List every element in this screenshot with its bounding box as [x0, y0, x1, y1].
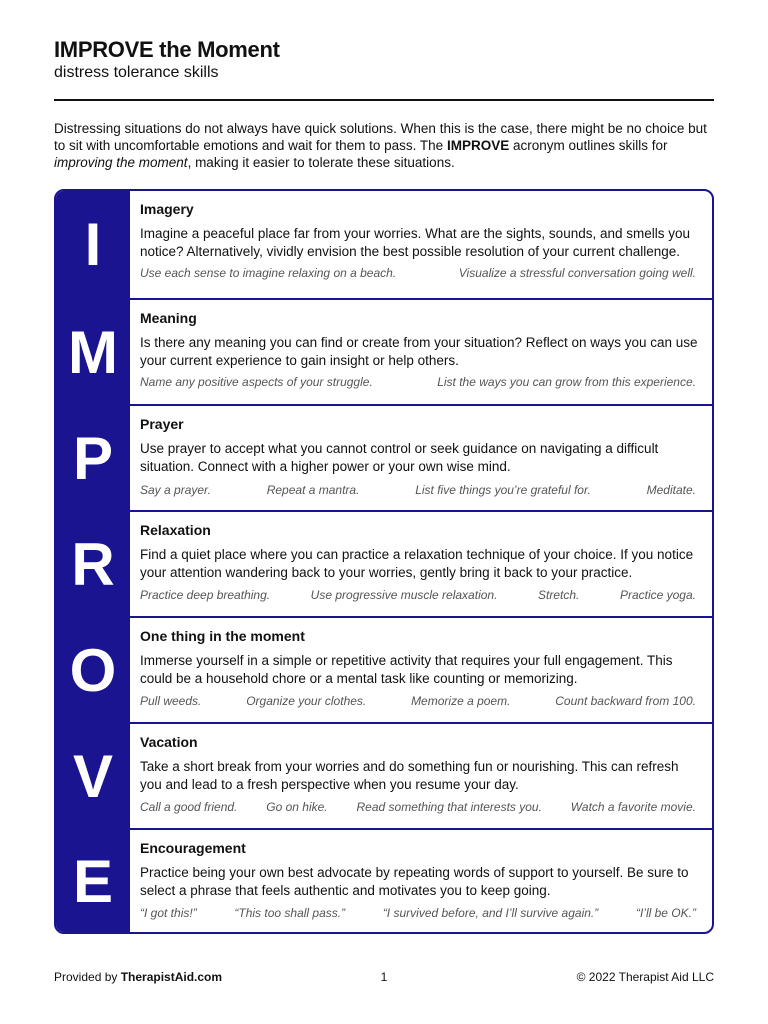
example-item: “I’ll be OK.” [635, 906, 696, 920]
skill-title: Imagery [140, 201, 194, 217]
page-header [54, 36, 714, 83]
example-item: Practice deep breathing. [140, 588, 271, 602]
skill-description: Imagine a peaceful place far from your worries. What are the sights, sounds, and smells you notice? Alternatively, vividly envision the best possible resolution of your current challenge. [140, 226, 691, 259]
skill-title: Prayer [140, 416, 184, 432]
skill-description: Use prayer to accept what you cannot control or seek guidance on navigating a difficult situation. Connect with a higher power or your own wise mind. [140, 441, 659, 474]
intro-text: Distressing situations do not always have quick solutions. When this is the case, there might be no choice but to sit with uncomfortable emotions and wait for them to pass. The [54, 121, 707, 153]
row-one-thing-in-the-moment [56, 616, 712, 722]
acronym-letter: R [56, 512, 130, 616]
row-content [130, 406, 712, 510]
example-item: Use progressive muscle relaxation. [310, 588, 498, 602]
row-content [130, 618, 712, 722]
skill-examples [140, 694, 696, 708]
row-content [130, 830, 712, 932]
footer-provided-label: Provided by [54, 970, 121, 984]
row-vacation [56, 722, 712, 828]
example-item: Go on hike. [266, 800, 328, 814]
skill-examples [140, 266, 696, 280]
skill-title: Relaxation [140, 522, 211, 538]
skill-description: Take a short break from your worries and do something fun or nourishing. This can refresh you and lead to a fresh perspective when you resume your day. [140, 759, 679, 792]
intro-text: , making it easier to tolerate these situations. [187, 155, 455, 170]
example-item: Visualize a stressful conversation going well. [458, 266, 696, 280]
example-item: Practice yoga. [619, 588, 696, 602]
row-prayer [56, 404, 712, 510]
example-item: Repeat a mantra. [266, 483, 360, 497]
page-number: 1 [380, 970, 388, 984]
skill-examples [140, 906, 696, 920]
intro-acronym: IMPROVE [446, 138, 510, 153]
page-subtitle: distress tolerance skills [54, 64, 219, 81]
row-meaning [56, 298, 712, 404]
skill-description: Immerse yourself in a simple or repetitive activity that requires your full engagement. This could be a household chore or a mental task like counting or memorizing. [140, 653, 673, 686]
example-item: List the ways you can grow from this experience. [437, 375, 696, 389]
intro-paragraph [54, 120, 714, 171]
copyright: © 2022 Therapist Aid LLC [576, 970, 714, 984]
example-item: “I survived before, and I’ll survive again.” [382, 906, 599, 920]
example-item: Watch a favorite movie. [570, 800, 696, 814]
acronym-letter: I [56, 191, 130, 298]
example-item: Read something that interests you. [356, 800, 542, 814]
acronym-letter: O [56, 618, 130, 722]
row-content [130, 191, 712, 298]
skill-examples [140, 483, 696, 497]
skill-title: One thing in the moment [140, 628, 305, 644]
header-divider [54, 99, 714, 101]
example-item: Say a prayer. [140, 483, 211, 497]
intro-emphasis: improving the moment [54, 155, 188, 170]
example-item: Name any positive aspects of your struggle. [140, 375, 373, 389]
example-item: “This too shall pass.” [234, 906, 346, 920]
example-item: Memorize a poem. [411, 694, 511, 708]
row-imagery [56, 191, 712, 298]
skill-title: Encouragement [140, 840, 246, 856]
skill-title: Vacation [140, 734, 198, 750]
example-item: Stretch. [538, 588, 580, 602]
acronym-letter: E [56, 830, 130, 932]
row-relaxation [56, 510, 712, 616]
skill-examples [140, 800, 696, 814]
example-item: Organize your clothes. [246, 694, 367, 708]
row-content [130, 300, 712, 404]
example-item: Count backward from 100. [555, 694, 696, 708]
intro-text: acronym outlines skills for [509, 138, 668, 153]
acronym-letter: V [56, 724, 130, 828]
skill-title: Meaning [140, 310, 197, 326]
skill-description: Practice being your own best advocate by repeating words of support to yourself. Be sure to select a phrase that feels authentic and motivates you to keep going. [140, 865, 689, 898]
example-item: Use each sense to imagine relaxing on a beach. [140, 266, 397, 280]
skill-description: Is there any meaning you can find or create from your situation? Reflect on ways you can use your current experience to gain insight or help others. [140, 335, 698, 368]
skill-description: Find a quiet place where you can practice a relaxation technique of your choice. If you notice your attention wandering back to your worries, gently bring it back to your practice. [140, 547, 694, 580]
acronym-letter: M [56, 300, 130, 404]
improve-table [54, 189, 714, 934]
example-item: Call a good friend. [140, 800, 238, 814]
row-content [130, 724, 712, 828]
skill-examples [140, 375, 696, 389]
example-item: List five things you’re grateful for. [415, 483, 591, 497]
footer-site-link[interactable]: TherapistAid.com [120, 970, 223, 984]
example-item: Pull weeds. [140, 694, 202, 708]
example-item: “I got this!” [140, 906, 197, 920]
row-encouragement [56, 828, 712, 932]
skill-examples [140, 588, 696, 602]
example-item: Meditate. [646, 483, 696, 497]
page-title: IMPROVE the Moment [54, 37, 280, 62]
row-content [130, 512, 712, 616]
acronym-letter: P [56, 406, 130, 510]
